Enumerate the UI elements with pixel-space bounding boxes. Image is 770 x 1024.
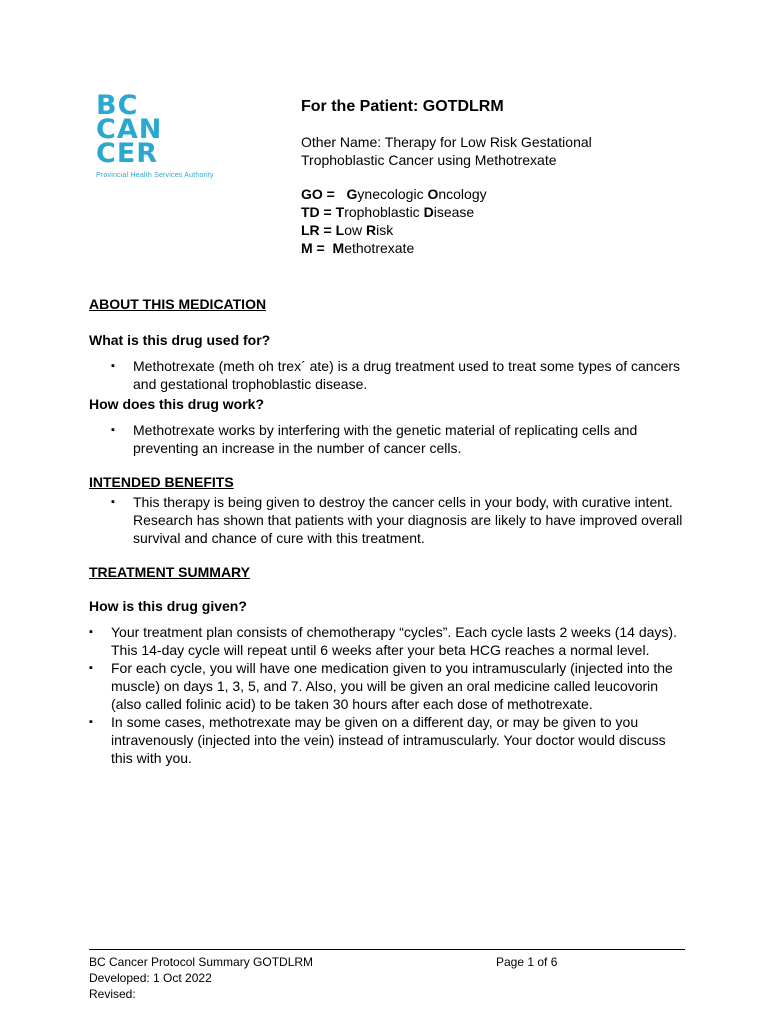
- benefits-list: [89, 493, 689, 547]
- used-for-list: [89, 357, 689, 393]
- logo-subtitle: Provincial Health Services Authority: [96, 172, 214, 179]
- footer-protocol: BC Cancer Protocol Summary GOTDLRM: [89, 955, 314, 969]
- list-item: ▪ Methotrexate works by interfering with the genetic material of replicating cells and preventing an increase in the number of cancer cells.: [89, 421, 689, 457]
- list-item: ▪ In some cases, methotrexate may be given on a different day, or may be given to you intravenously (injected into the vein) instead of intramuscularly. Your doctor would discuss this with you.: [89, 713, 689, 767]
- abbreviation-letter: M: [332, 240, 345, 256]
- how-work-list: [89, 421, 689, 457]
- abbreviation-text: ethotrexate: [344, 240, 415, 256]
- abbreviation-code: TD =: [301, 204, 332, 220]
- section-heading-about: ABOUT THIS MEDICATION: [89, 296, 267, 312]
- logo-line-1: BC: [96, 90, 139, 121]
- list-item: ▪ Your treatment plan consists of chemotherapy “cycles”. Each cycle lasts 2 weeks (14 days). This 14-day cycle will repeat until 6 weeks after your beta HCG reaches a normal level.: [89, 623, 689, 659]
- list-item: ▪ Methotrexate (meth oh trex´ ate) is a drug treatment used to treat some types of cancers and gestational trophoblastic disease.: [89, 357, 689, 393]
- abbreviation-text: isk: [376, 222, 394, 238]
- abbreviation-row: [301, 239, 741, 257]
- abbreviation-letter: T: [335, 204, 345, 220]
- abbreviation-code: LR =: [301, 222, 332, 238]
- abbreviation-letter: L: [335, 222, 345, 238]
- abbreviation-letter: O: [427, 186, 439, 202]
- page-number: Page 1 of 6: [496, 955, 558, 969]
- footer-developed: Developed: 1 Oct 2022: [89, 971, 212, 985]
- abbreviation-row: [301, 221, 741, 239]
- abbreviation-letter: G: [346, 186, 358, 202]
- abbreviation-list: [301, 185, 741, 257]
- question-used-for: What is this drug used for?: [89, 332, 271, 348]
- abbreviation-text: isease: [433, 204, 475, 220]
- section-heading-benefits: INTENDED BENEFITS: [89, 474, 234, 490]
- abbreviation-letter: R: [365, 222, 377, 238]
- abbreviation-text: ynecologic: [357, 186, 428, 202]
- abbreviation-text: rophoblastic: [344, 204, 424, 220]
- abbreviation-text: ncology: [438, 186, 487, 202]
- other-name: Other Name: Therapy for Low Risk Gestational Trophoblastic Cancer using Methotrexate: [301, 134, 592, 168]
- abbreviation-code: M =: [301, 240, 325, 256]
- document-header: [301, 97, 741, 257]
- footer-revised: Revised:: [89, 987, 136, 1001]
- abbreviation-code: GO =: [301, 186, 335, 202]
- document-body: [89, 295, 689, 767]
- bc-cancer-logo: [96, 90, 256, 179]
- abbreviation-row: [301, 185, 741, 203]
- footer-divider: [89, 949, 685, 950]
- how-given-list: [89, 623, 689, 767]
- abbreviation-row: [301, 203, 741, 221]
- abbreviation-text: ow: [344, 222, 366, 238]
- abbreviation-letter: D: [423, 204, 434, 220]
- footer: [89, 954, 313, 1002]
- list-item: ▪ For each cycle, you will have one medication given to you intramuscularly (injected into the muscle) on days 1, 3, 5, and 7. Also, you will be given an oral medicine called leucovorin (also called folinic acid) to be taken 30 hours after each dose of methotrexate.: [89, 659, 689, 713]
- page-title: For the Patient: GOTDLRM: [301, 98, 504, 115]
- logo-line-2: CAN: [96, 114, 163, 145]
- question-how-given: How is this drug given?: [89, 598, 247, 614]
- logo-line-3: CER: [96, 138, 159, 169]
- list-item: ▪ This therapy is being given to destroy the cancer cells in your body, with curative intent. Research has shown that patients with your diagnosis are likely to have improved overall survival and chance of cure with this treatment.: [89, 493, 689, 547]
- question-how-work: How does this drug work?: [89, 396, 265, 412]
- section-heading-summary: TREATMENT SUMMARY: [89, 564, 250, 580]
